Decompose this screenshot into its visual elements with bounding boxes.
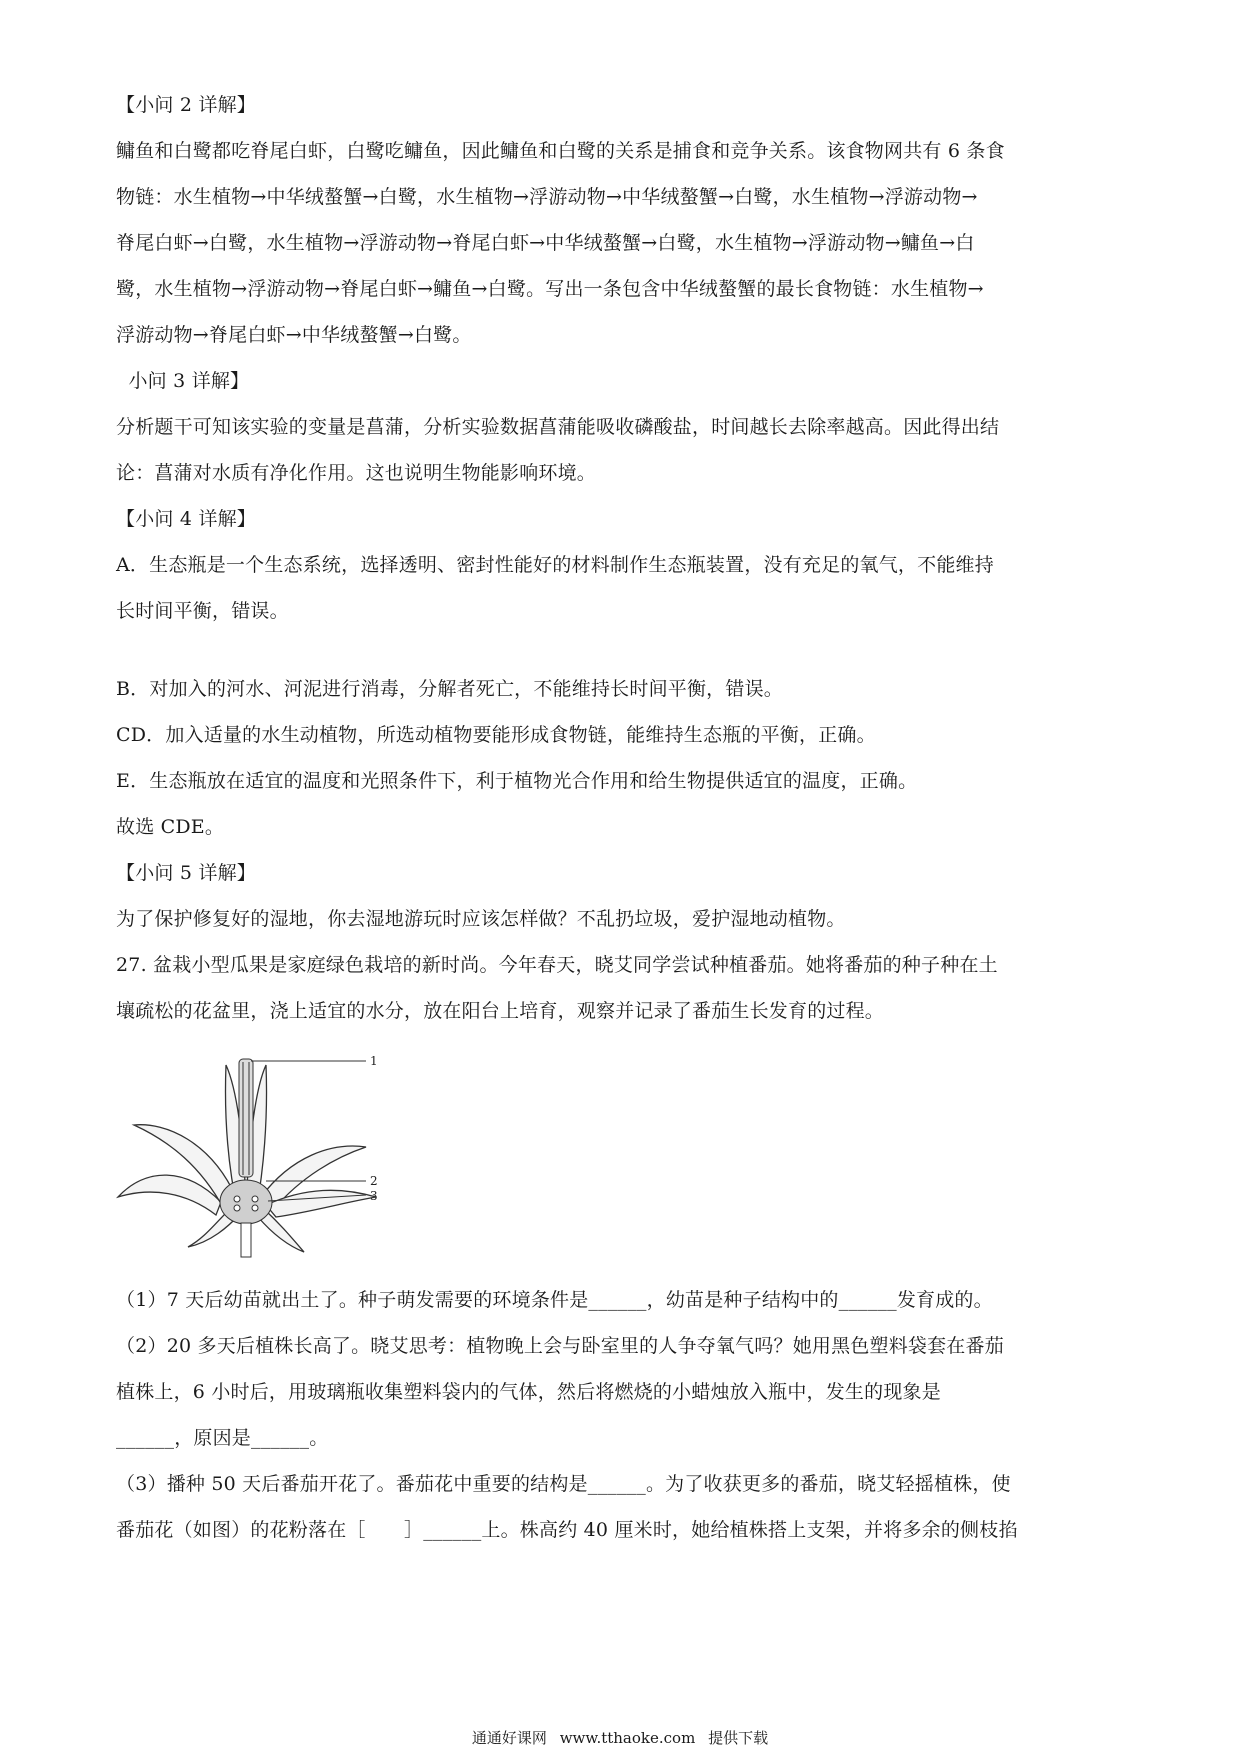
flower-diagram-icon [116, 1047, 396, 1272]
question-27-line: 壤疏松的花盆里，浇上适宜的水分，放在阳台上培育，观察并记录了番茄生长发育的过程。 [116, 1000, 885, 1022]
sub-question-2: （2）20 多天后植株长高了。晓艾思考：植物晚上会与卧室里的人争夺氧气吗？她用黑色塑料袋套在番茄 [116, 1335, 1004, 1357]
section-heading-q4: 【小问 4 详解】 [116, 508, 256, 530]
sub-question-3: 番茄花（如图）的花粉落在［ ］______上。株高约 40 厘米时，她给植株搭上支架，并将多余的侧枝掐 [116, 1519, 1018, 1541]
sub-question-1: （1）7 天后幼苗就出土了。种子萌发需要的环境条件是______，幼苗是种子结构中的______发育成的。 [116, 1289, 993, 1311]
sub-question-2: 植株上，6 小时后，用玻璃瓶收集塑料袋内的气体，然后将燃烧的小蜡烛放入瓶中，发生的现象是 [116, 1381, 941, 1403]
sub-question-2: ______，原因是______。 [116, 1427, 329, 1449]
page-footer [0, 1728, 1240, 1748]
option-b-line: B．对加入的河水、河泥进行消毒，分解者死亡，不能维持长时间平衡，错误。 [116, 678, 783, 700]
footer-site-name: 通通好课网 [471, 1729, 547, 1747]
paragraph-line: 脊尾白虾→白鹭，水生植物→浮游动物→脊尾白虾→中华绒螯蟹→白鹭，水生植物→浮游动物→鳙鱼→白 [116, 232, 975, 254]
paragraph-line: 论：菖蒲对水质有净化作用。这也说明生物能影响环境。 [116, 462, 597, 484]
footer-suffix: 提供下载 [708, 1729, 769, 1747]
section-heading-q3: 小问 3 详解】 [116, 370, 250, 392]
question-27-line: 27. 盆栽小型瓜果是家庭绿色栽培的新时尚。今年春天，晓艾同学尝试种植番茄。她将番茄的种子种在土 [116, 954, 998, 976]
section-heading-q2: 【小问 2 详解】 [116, 94, 256, 116]
paragraph-line: 鳙鱼和白鹭都吃脊尾白虾，白鹭吃鳙鱼，因此鳙鱼和白鹭的关系是捕食和竞争关系。该食物网共有 6 条食 [116, 140, 1005, 162]
paragraph-line: 鹭，水生植物→浮游动物→脊尾白虾→鳙鱼→白鹭。写出一条包含中华绒螯蟹的最长食物链：水生植物→ [116, 278, 984, 300]
figure-label-2: 2 [370, 1174, 378, 1188]
section-heading-q5: 【小问 5 详解】 [116, 862, 256, 884]
figure-label-3: 3 [370, 1189, 378, 1203]
tomato-flower-figure [116, 1047, 396, 1272]
option-e-line: E．生态瓶放在适宜的温度和光照条件下，利于植物光合作用和给生物提供适宜的温度，正确。 [116, 770, 918, 792]
option-a-line: A．生态瓶是一个生态系统，选择透明、密封性能好的材料制作生态瓶装置，没有充足的氧气，不能维持 [116, 554, 994, 576]
option-a-line: 长时间平衡，错误。 [116, 600, 289, 622]
paragraph-line: 为了保护修复好的湿地，你去湿地游玩时应该怎样做？不乱扔垃圾，爱护湿地动植物。 [116, 908, 846, 930]
paragraph-line: 物链：水生植物→中华绒螯蟹→白鹭，水生植物→浮游动物→中华绒螯蟹→白鹭，水生植物→浮游动物→ [116, 186, 978, 208]
option-cd-line: CD．加入适量的水生动植物，所选动植物要能形成食物链，能维持生态瓶的平衡，正确。 [116, 724, 876, 746]
answer-line: 故选 CDE。 [116, 816, 225, 838]
paragraph-line: 浮游动物→脊尾白虾→中华绒螯蟹→白鹭。 [116, 324, 472, 346]
figure-label-1: 1 [370, 1054, 378, 1068]
footer-url[interactable]: www.tthaoke.com [559, 1729, 696, 1747]
paragraph-line: 分析题干可知该实验的变量是菖蒲，分析实验数据菖蒲能吸收磷酸盐，时间越长去除率越高。因此得出结 [116, 416, 1000, 438]
sub-question-3: （3）播种 50 天后番茄开花了。番茄花中重要的结构是______。为了收获更多的番茄，晓艾轻摇植株，使 [116, 1473, 1011, 1495]
